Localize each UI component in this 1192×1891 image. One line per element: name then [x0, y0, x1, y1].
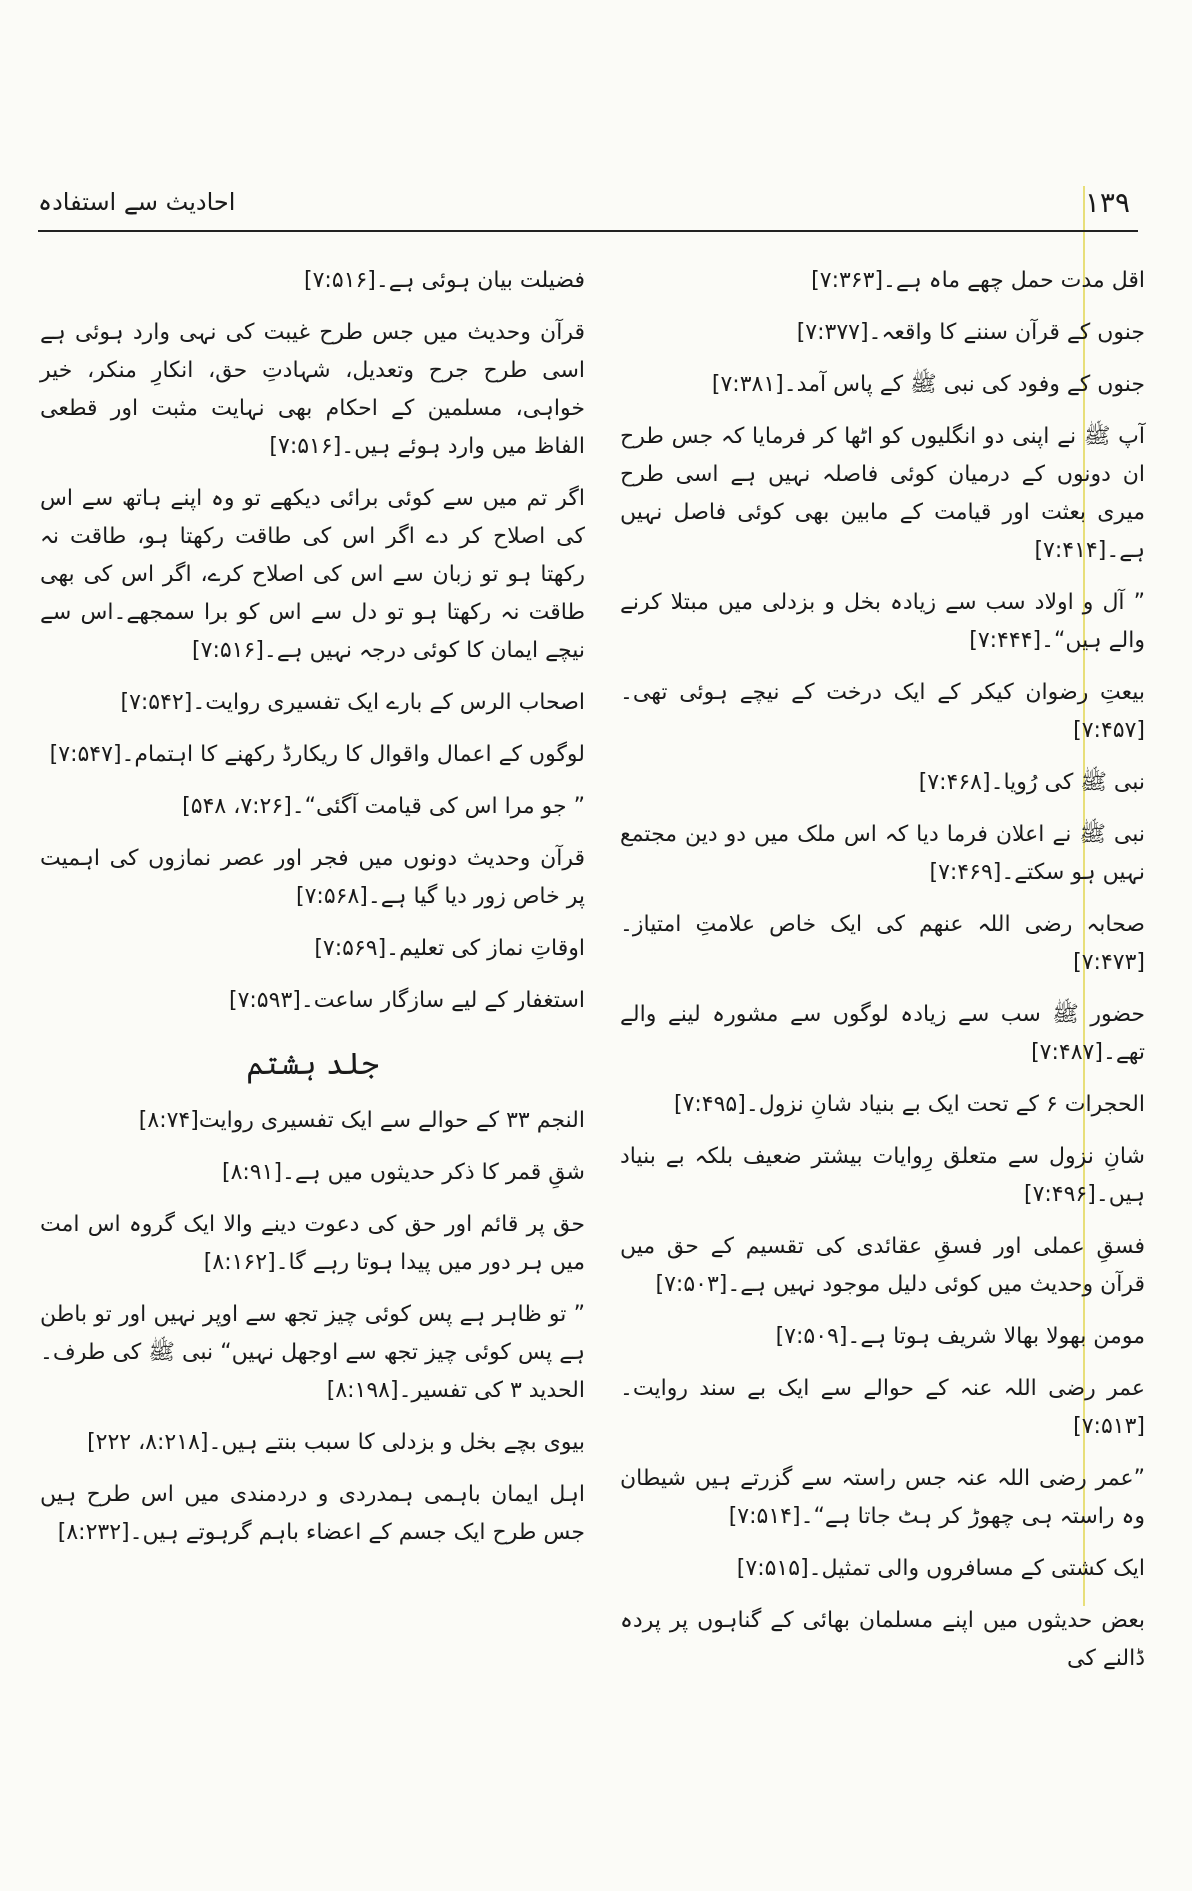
index-entry: قرآن وحدیث دونوں میں فجر اور عصر نمازوں کی اہمیت پر خاص زور دیا گیا ہے۔[۷:۵۶۸]: [40, 846, 585, 909]
index-entry: اوقاتِ نماز کی تعلیم۔[۷:۵۶۹]: [314, 936, 585, 961]
index-entry: نبی ﷺ نے اعلان فرما دیا کہ اس ملک میں دو دین مجتمع نہیں ہو سکتے۔[۷:۴۶۹]: [620, 822, 1145, 885]
index-entry: ” آل و اولاد سب سے زیادہ بخل و بزدلی میں مبتلا کرنے والے ہیں“۔[۷:۴۴۴]: [620, 590, 1145, 653]
index-entry: النجم ۳۳ کے حوالے سے ایک تفسیری روایت[۸:۷۴]: [138, 1108, 585, 1133]
index-entry: عمر رضی اللہ عنہ کے حوالے سے ایک بے سند روایت۔[۷:۵۱۳]: [620, 1376, 1145, 1439]
index-entry: حضور ﷺ سب سے زیادہ لوگوں سے مشورہ لینے والے تھے۔[۷:۴۸۷]: [620, 1002, 1145, 1065]
right-column: [620, 262, 1145, 1692]
index-entry: جنوں کے وفود کی نبی ﷺ کے پاس آمد۔[۷:۳۸۱]: [711, 372, 1145, 397]
index-entry: جنوں کے قرآن سننے کا واقعہ۔[۷:۳۷۷]: [796, 320, 1145, 345]
index-entry: فضیلت بیان ہوئی ہے۔[۷:۵۱۶]: [304, 268, 585, 293]
index-entry: قرآن وحدیث میں جس طرح غیبت کی نہی وارد ہوئی ہے اسی طرح جرح وتعدیل، شہادتِ حق، انکارِ منکر، خیر خواہی، مسلمین کے احکام بھی نہایت مثبت اور قطعی الفاظ میں وارد ہوئے ہیں۔[۷:۵۱۶]: [40, 320, 585, 459]
index-entry: صحابہ رضی اللہ عنھم کی ایک خاص علامتِ امتیاز۔[۷:۴۷۳]: [620, 912, 1145, 975]
index-entry: بیعتِ رضوان کیکر کے ایک درخت کے نیچے ہوئی تھی۔[۷:۴۵۷]: [620, 680, 1145, 743]
index-entry: الحجرات ۶ کے تحت ایک بے بنیاد شانِ نزول۔[۷:۴۹۵]: [673, 1092, 1145, 1117]
index-entry: استغفار کے لیے سازگار ساعت۔[۷:۵۹۳]: [228, 988, 585, 1013]
index-entry: نبی ﷺ کی رُویا۔[۷:۴۶۸]: [918, 770, 1145, 795]
index-entry: لوگوں کے اعمال واقوال کا ریکارڈ رکھنے کا اہتمام۔[۷:۵۴۷]: [49, 742, 585, 767]
index-entry: اصحاب الرس کے بارے ایک تفسیری روایت۔[۷:۵۴۲]: [120, 690, 585, 715]
left-column-volume-7: [40, 262, 585, 1020]
running-title: احادیث سے استفادہ: [38, 188, 236, 216]
index-entry: اہل ایمان باہمی ہمدردی و دردمندی میں اس طرح ہیں جس طرح ایک جسم کے اعضاء باہم گرہوتے ہیں۔[۸:۲۳۲]: [40, 1482, 585, 1545]
index-entry: بیوی بچے بخل و بزدلی کا سبب بنتے ہیں۔[۸:۲۱۸، ۲۲۲]: [87, 1430, 585, 1455]
section-heading: جلد ہشتم: [246, 1047, 379, 1082]
index-entry: بعض حدیثوں میں اپنے مسلمان بھائی کے گناہوں پر پردہ ڈالنے کی: [620, 1608, 1145, 1671]
index-entry: ”عمر رضی اللہ عنہ جس راستہ سے گزرتے ہیں شیطان وہ راستہ ہی چھوڑ کر ہٹ جاتا ہے“۔[۷:۵۱۴]: [620, 1466, 1145, 1529]
index-entry: فسقِ عملی اور فسقِ عقائدی کی تقسیم کے حق میں قرآن وحدیث میں کوئی دلیل موجود نہیں ہے۔[۷:۵۰۳]: [620, 1234, 1145, 1297]
left-column-volume-8: [40, 1102, 585, 1552]
index-entry: حق پر قائم اور حق کی دعوت دینے والا ایک گروہ اس امت میں ہر دور میں پیدا ہوتا رہے گا۔[۸:۱۶۲]: [40, 1212, 585, 1275]
page-header: [38, 186, 1138, 232]
index-entry: ” تو ظاہر ہے پس کوئی چیز تجھ سے اوپر نہیں اور تو باطن ہے پس کوئی چیز تجھ سے اوجھل نہیں“ نبی ﷺ کی طرف۔ الحدید ۳ کی تفسیر۔[۸:۱۹۸]: [40, 1302, 585, 1403]
index-entry: شقِ قمر کا ذکر حدیثوں میں ہے۔[۸:۹۱]: [221, 1160, 585, 1185]
page-number: ۱۳۹: [1084, 186, 1130, 219]
index-entry: ایک کشتی کے مسافروں والی تمثیل۔[۷:۵۱۵]: [736, 1556, 1145, 1581]
left-column: [40, 262, 585, 1566]
index-entry: مومن بھولا بھالا شریف ہوتا ہے۔[۷:۵۰۹]: [775, 1324, 1145, 1349]
index-entry: اگر تم میں سے کوئی برائی دیکھے تو وہ اپنے ہاتھ سے اس کی اصلاح کر دے اگر اس کی طاقت رکھتا ہو، طاقت نہ رکھتا ہو تو زبان سے اس کی اصلاح کرے، اگر اس کی بھی طاقت نہ رکھتا ہو تو دل سے اس کو برا سمجھے۔اس سے نیچے ایمان کا کوئی درجہ نہیں ہے۔[۷:۵۱۶]: [40, 486, 585, 663]
index-entry: آپ ﷺ نے اپنی دو انگلیوں کو اٹھا کر فرمایا کہ جس طرح ان دونوں کے درمیان کوئی فاصلہ نہیں ہے اسی طرح میری بعثت اور قیامت کے مابین بھی کوئی فاصل نہیں ہے۔[۷:۴۱۴]: [620, 424, 1145, 563]
index-entry: اقل مدت حمل چھے ماہ ہے۔[۷:۳۶۳]: [811, 268, 1145, 293]
index-entry: شانِ نزول سے متعلق رِوایات بیشتر ضعیف بلکہ بے بنیاد ہیں۔[۷:۴۹۶]: [620, 1144, 1145, 1207]
index-entry: ” جو مرا اس کی قیامت آگئی“۔[۷:۲۶، ۵۴۸]: [182, 794, 585, 819]
